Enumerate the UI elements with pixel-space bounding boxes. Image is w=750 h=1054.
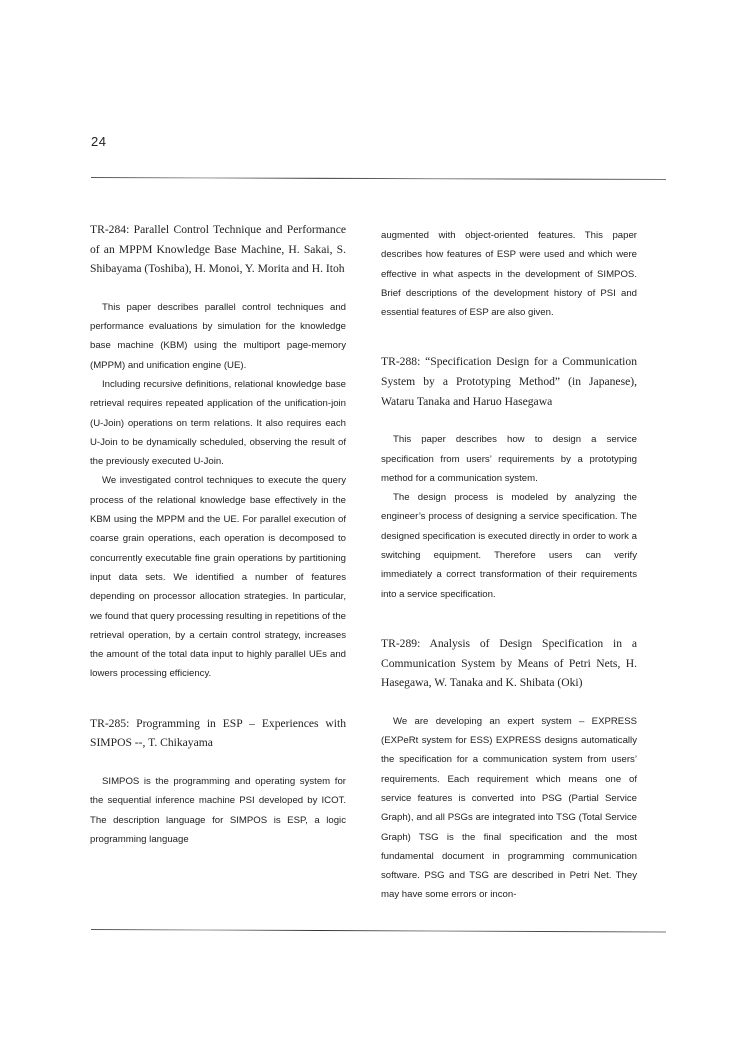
- header-rule: [91, 177, 666, 180]
- abstract-title: TR-288: “Specification Design for a Communication System by a Prototyping Method” (in Japanese), Wataru Tanaka and Haruo Hasegawa: [381, 355, 637, 408]
- abstract-title: TR-284: Parallel Control Technique and Performance of an MPPM Knowledge Base Machine, H. Sakai, S. Shibayama (Toshiba), H. Monoi, Y. Morita and H. Itoh: [90, 223, 346, 276]
- abstract-tr284: [90, 220, 346, 684]
- abstract-tr289: [381, 634, 637, 905]
- abstract-paragraph: This paper describes parallel control techniques and performance evaluations by simulation for the knowledge base machine (KBM) using the multiport page-memory (MPPM) and unification engine (UE).: [90, 301, 346, 371]
- section-gap: [381, 604, 637, 634]
- section-gap: [381, 322, 637, 352]
- abstract-tr288: [381, 352, 637, 603]
- section-gap: [90, 684, 346, 714]
- abstract-title: TR-289: Analysis of Design Specification in a Communication System by Means of Petri Nets, H. Hasegawa, W. Tanaka and K. Shibata (Oki): [381, 636, 637, 690]
- left-column: [90, 220, 346, 849]
- footer-rule: [91, 929, 666, 933]
- abstract-title: TR-285: Programming in ESP – Experiences with SIMPOS --, T. Chikayama: [90, 716, 346, 750]
- abstract-tr285-continued: [381, 226, 637, 322]
- abstract-paragraph: This paper describes how to design a service specification from users’ requirements by a prototyping method for a communication system.: [381, 434, 637, 484]
- abstract-tr285: [90, 714, 346, 849]
- abstract-paragraph: We are developing an expert system – EXPRESS (EXPeRt system for ESS) EXPRESS designs automatically the specification for a communication system from users’ requirements. Each requirement which means one of service features is converted into PSG (Partial Service Graph), and all PSGs are integrated into TSG (Total Service Graph) TSG is the final specification and the most fundamental document in programming communication software. PSG and TSG are described in Petri Net. They may have some errors or incon-: [381, 715, 637, 901]
- abstract-paragraph: Including recursive definitions, relational knowledge base retrieval requires repeated application of the unification-join (U-Join) operations on term relations. It also requires each U-Join to be dynamically scheduled, observing the result of the previously executed U-Join.: [90, 378, 346, 468]
- page-number: 24: [91, 134, 107, 149]
- abstract-paragraph: SIMPOS is the programming and operating system for the sequential inference machine PSI developed by ICOT. The description language for SIMPOS is ESP, a logic programming language: [90, 775, 346, 845]
- abstract-paragraph: We investigated control techniques to execute the query process of the relational knowledge base effectively in the KBM using the MPPM and the UE. For parallel execution of coarse grain operations, each operation is decomposed to concurrently executable fine grain operations by partitioning input data sets. We identified a number of features depending on processor allocation strategies. In particular, we found that query processing resulting in repetitions of the retrieval operation, by a certain control strategy, increases the amount of the total data input to highly parallel UEs and lowers processing efficiency.: [90, 475, 346, 680]
- abstract-paragraph: The design process is modeled by analyzing the engineer’s process of designing a service specification. The designed specification is executed directly in order to work a switching equipment. Therefore users can verify immediately a correct transformation of their requirements into a service specification.: [381, 492, 637, 600]
- right-column: [381, 226, 637, 905]
- abstract-paragraph: augmented with object-oriented features. This paper describes how features of ESP were used and which were effective in what aspects in the development of SIMPOS. Brief descriptions of the development history of PSI and essential features of ESP are also given.: [381, 230, 637, 319]
